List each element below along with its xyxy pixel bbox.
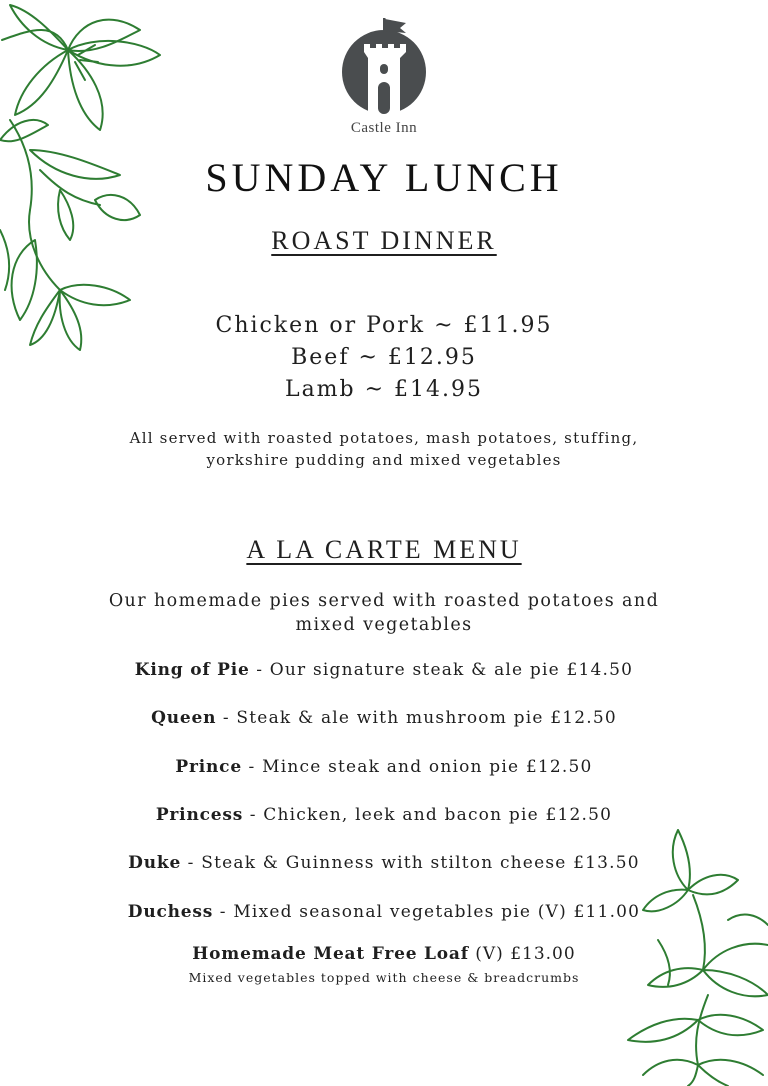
roast-item: Chicken or Pork ~ £11.95 [215, 313, 553, 338]
a-la-carte-heading [0, 535, 768, 565]
brand-name: Castle Inn [350, 120, 418, 136]
roast-note-line: All served with roasted potatoes, mash potatoes, stuffing, [129, 429, 639, 447]
pie-item-princess [0, 805, 768, 825]
pie-name: King of Pie [134, 660, 250, 680]
roast-dinner-heading [0, 226, 768, 256]
pie-name: Princess [155, 805, 244, 825]
castle-logo-icon [334, 14, 434, 124]
roast-dinner-heading-text: ROAST DINNER [271, 226, 497, 255]
loaf-name: Homemade Meat Free Loaf [192, 944, 469, 964]
pie-description: - Mixed seasonal vegetables pie (V) £11.00 [213, 902, 641, 922]
pie-description: - Steak & Guinness with stilton cheese £13.50 [181, 853, 640, 873]
a-la-carte-intro [0, 589, 768, 637]
carte-intro-line: mixed vegetables [295, 615, 473, 635]
roast-item: Beef ~ £12.95 [291, 345, 477, 370]
roast-dinner-note [0, 427, 768, 471]
a-la-carte-heading-text: A LA CARTE MENU [246, 535, 522, 564]
pie-name: Duchess [127, 902, 214, 922]
roast-note-line: yorkshire pudding and mixed vegetables [206, 451, 562, 469]
pie-description: - Our signature steak & ale pie £14.50 [249, 660, 634, 680]
pie-description: - Mince steak and onion pie £12.50 [241, 757, 593, 777]
pie-name: Queen [151, 708, 217, 728]
pie-item-queen [0, 708, 768, 728]
pie-item-duchess [0, 902, 768, 922]
pie-item-prince [0, 757, 768, 777]
pie-name: Duke [128, 853, 182, 873]
roast-dinner-list [0, 310, 768, 406]
pie-name: Prince [175, 757, 242, 777]
meat-free-loaf-item [0, 944, 768, 964]
pie-description: - Chicken, leek and bacon pie £12.50 [243, 805, 613, 825]
roast-item: Lamb ~ £14.95 [284, 377, 484, 402]
carte-intro-line: Our homemade pies served with roasted potatoes and [108, 591, 660, 611]
loaf-description: Mixed vegetables topped with cheese & breadcrumbs [188, 970, 580, 985]
loaf-price: (V) £13.00 [468, 944, 576, 964]
pie-item-king-of-pie [0, 660, 768, 680]
pie-description: - Steak & ale with mushroom pie £12.50 [216, 708, 617, 728]
pie-item-duke [0, 853, 768, 873]
page-title: SUNDAY LUNCH [205, 155, 563, 200]
